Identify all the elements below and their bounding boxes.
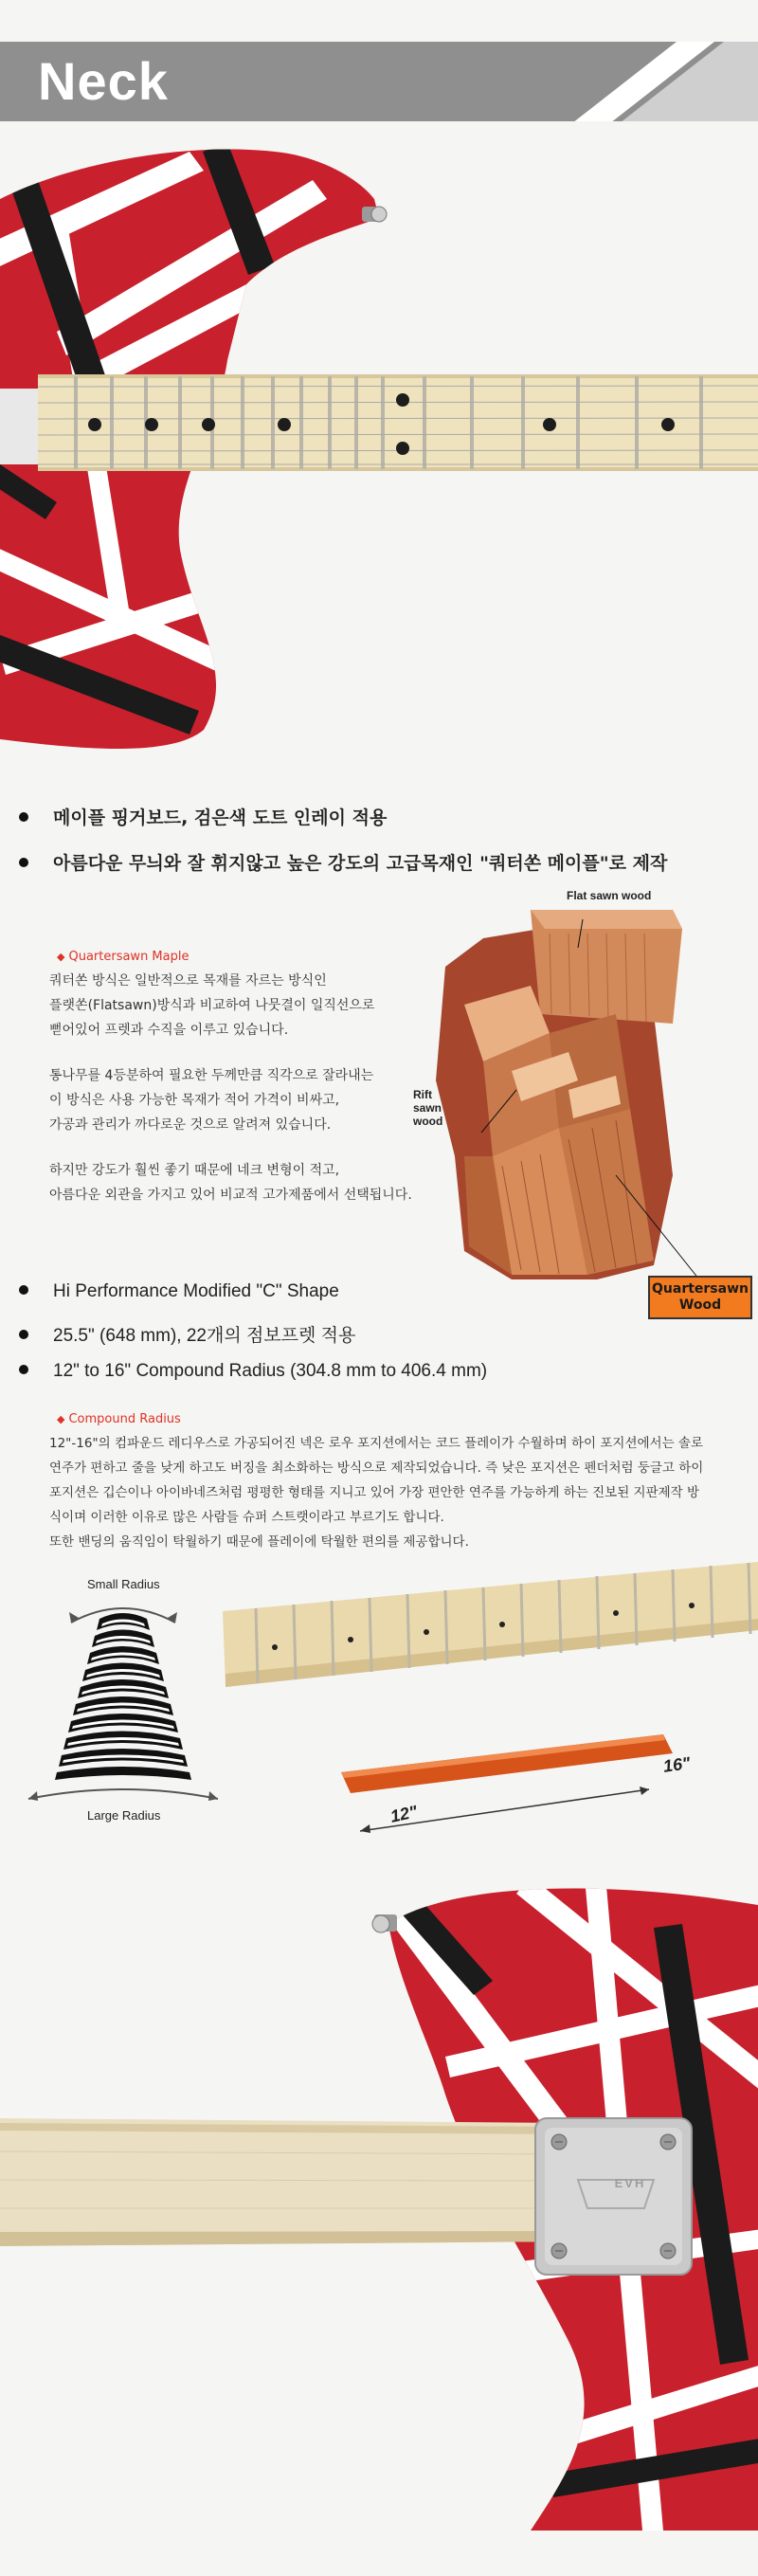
quartersawn-paragraph: 하지만 강도가 훨씬 좋기 때문에 네크 변형이 적고, 아름다운 외관을 가지고 있어 비교적 고가제품에서 선택됩니다. <box>49 1163 412 1203</box>
guitar-back-image <box>0 1867 758 2531</box>
radius-16-label: 16" <box>661 1753 692 1776</box>
feature-bullet <box>19 1281 339 1302</box>
bullet-dot <box>19 858 28 867</box>
feature-bullet <box>19 1321 355 1347</box>
bullet-dot <box>19 1365 28 1374</box>
heading-marker-icon: ◆ <box>57 951 65 963</box>
feature-bullet <box>19 849 667 875</box>
rift-sawn-label: Rift sawn wood <box>413 1088 443 1128</box>
feature-bullet <box>19 804 387 829</box>
bullet-dot <box>19 1285 28 1295</box>
radius-diagram <box>19 1592 237 1820</box>
quartersawn-wood-badge: Quartersawn Wood <box>648 1276 752 1319</box>
neck-plate-engraving: EVH <box>614 2176 646 2190</box>
feature-text: 아름다운 무늬와 잘 휘지않고 높은 강도의 고급목재인 "쿼터쏜 메이플"로 제작 <box>53 853 668 874</box>
feature-text: 12" to 16" Compound Radius (304.8 mm to 406.4 mm) <box>53 1361 488 1381</box>
quartersawn-heading: ◆ Quartersawn Maple <box>57 950 190 964</box>
compound-fretboard-image <box>218 1554 758 1867</box>
feature-text: 메이플 핑거보드, 검은색 도트 인레이 적용 <box>53 807 388 828</box>
bullet-dot <box>19 812 28 822</box>
heading-marker-icon: ◆ <box>57 1413 65 1425</box>
compound-heading: ◆ Compound Radius <box>57 1412 181 1426</box>
feature-text: 25.5" (648 mm), 22개의 점보프렛 적용 <box>53 1326 356 1346</box>
quartersawn-paragraph: 쿼터쏜 방식은 일반적으로 목재를 자르는 방식인 플랫쏜(Flatsawn)방식과 비교하여 나뭇결이 일직선으로 뻗어있어 프렛과 수직을 이루고 있습니다. <box>49 973 375 1038</box>
radius-12-label: 12" <box>388 1802 420 1826</box>
feature-text: Hi Performance Modified "C" Shape <box>53 1281 339 1301</box>
feature-bullet <box>19 1361 487 1382</box>
bullet-dot <box>19 1330 28 1339</box>
section-title: Neck <box>38 51 169 111</box>
section-banner <box>0 42 758 121</box>
guitar-front-image <box>0 142 758 758</box>
quartersawn-log-image <box>426 891 758 1308</box>
quartersawn-paragraph: 통나무를 4등분하여 필요한 두께만큼 직각으로 잘라내는 이 방식은 사용 가능한 목재가 적어 가격이 비싸고, 가공과 관리가 까다로운 것으로 알려져 있습니다. <box>49 1068 374 1133</box>
small-radius-label: Small Radius <box>87 1577 160 1591</box>
compound-paragraph: 12"-16"의 컴파운드 레디우스로 가공되어진 넥은 로우 포지션에서는 코드 플레이가 수월하며 하이 포지션에서는 솔로 연주가 편하고 줄을 낮게 하고도 버징을 최소화하는 방식으로 제작되었습니다. 즉 낮은 포지션은 펜더처럼 둥글고 하이 포지션은 깁슨이나 아이바네즈처럼 평평한 형태를 지니고 있어 가장 편안한 연주를 가능하게 하는 진보된 지판제작 방 식이며 이러한 이유로 많은 사람들 슈퍼 스트랫이라고 부르기도 합니다. 또한 밴딩의 움직임이 탁월하기 때문에 플레이에 탁월한 편의를 제공합니다. <box>49 1436 704 1550</box>
large-radius-label: Large Radius <box>87 1808 161 1823</box>
flat-sawn-label: Flat sawn wood <box>567 889 652 902</box>
